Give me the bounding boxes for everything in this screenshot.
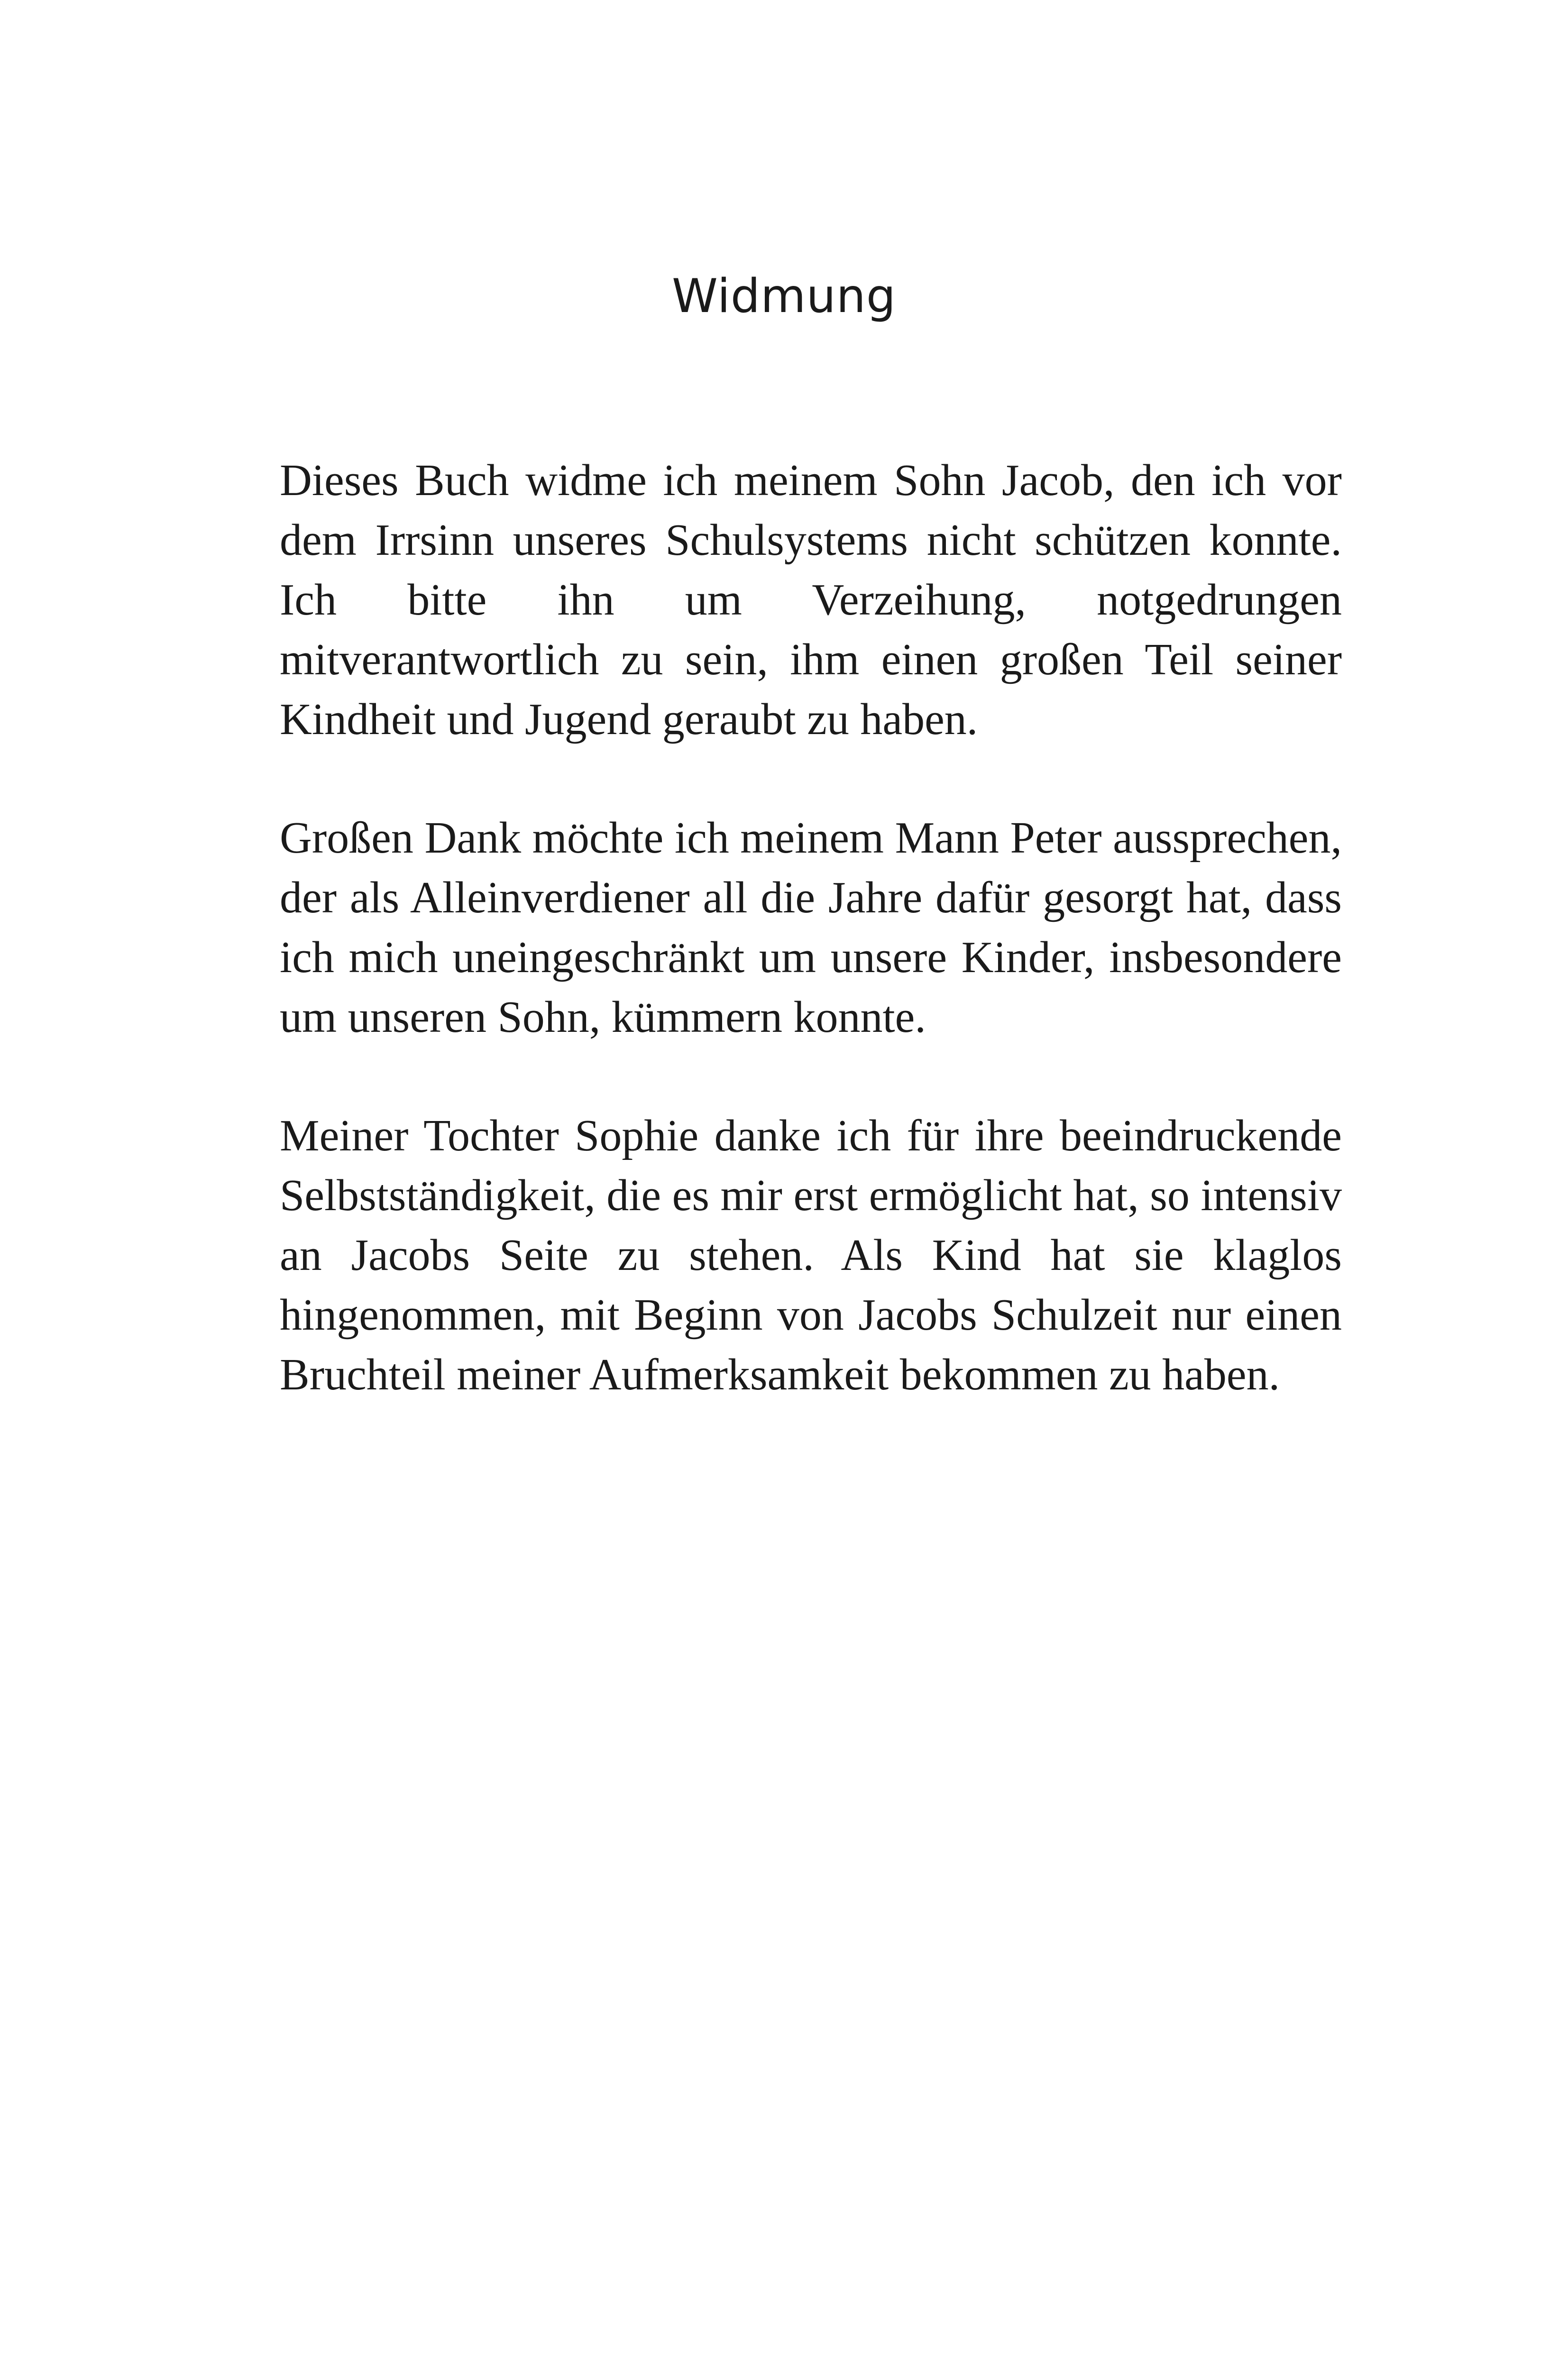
dedication-paragraph-husband: Großen Dank möchte ich meinem Mann Peter aussprechen, der als Alleinverdiener all die Jahre dafür gesorgt hat, dass ich mich uneingeschränkt um unsere Kinder, insbesondere um unseren Sohn, kümmern konnte. <box>280 813 1342 1042</box>
dedication-body <box>280 450 1342 1405</box>
dedication-paragraph-daughter: Meiner Tochter Sophie danke ich für ihre beeindruckende Selbstständigkeit, die es mir erst ermöglicht hat, so intensiv an Jacobs Seite zu stehen. Als Kind hat sie klaglos hingenommen, mit Beginn von Jacobs Schulzeit nur einen Bruchteil meiner Aufmerksamkeit bekommen zu haben. <box>280 1111 1342 1399</box>
dedication-paragraph-son: Dieses Buch widme ich meinem Sohn Jacob, den ich vor dem Irrsinn unseres Schulsystems nicht schützen konnte. Ich bitte ihn um Verzeihung, notgedrungen mitverantwortlich zu sein, ihm einen großen Teil seiner Kindheit und Jugend geraubt zu haben. <box>280 456 1342 744</box>
page-title: Widmung <box>671 269 897 323</box>
